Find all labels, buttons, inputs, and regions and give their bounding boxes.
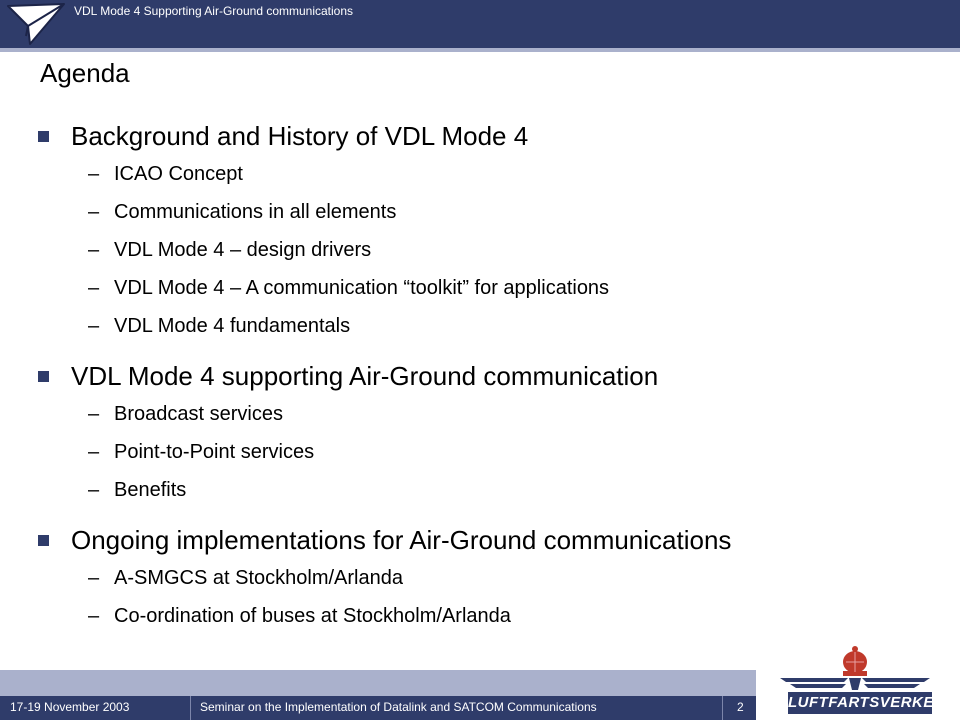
dash-bullet: – — [88, 239, 100, 261]
footer-date: 17-19 November 2003 — [10, 700, 130, 714]
agenda-item-text: Broadcast services — [114, 403, 283, 425]
agenda-item-text: ICAO Concept — [114, 163, 243, 185]
footer-bar — [0, 696, 756, 720]
dash-bullet: – — [88, 315, 100, 337]
dash-bullet: – — [88, 403, 100, 425]
dash-bullet: – — [88, 567, 100, 589]
dash-bullet: – — [88, 479, 100, 501]
footer-stripe — [0, 670, 756, 696]
agenda-item-text: VDL Mode 4 supporting Air-Ground communication — [71, 361, 659, 391]
agenda-item-text: Benefits — [114, 479, 187, 501]
agenda-item-text: VDL Mode 4 fundamentals — [114, 315, 351, 337]
header-title: VDL Mode 4 Supporting Air-Ground communications — [74, 4, 354, 18]
agenda-item-text: VDL Mode 4 – A communication “toolkit” for applications — [114, 277, 610, 299]
footer-seminar: Seminar on the Implementation of Datalink and SATCOM Communications — [200, 700, 597, 714]
square-bullet-icon — [38, 371, 49, 382]
dash-bullet: – — [88, 441, 100, 463]
page-number: 2 — [737, 700, 744, 714]
header-stripe — [0, 48, 960, 52]
agenda-item-text: Co-ordination of buses at Stockholm/Arlanda — [114, 605, 511, 627]
logo-wordmark: LUFTFARTSVERKET — [788, 692, 932, 714]
square-bullet-icon — [38, 535, 49, 546]
agenda-item-text: A-SMGCS at Stockholm/Arlanda — [114, 567, 403, 589]
dash-bullet: – — [88, 163, 100, 185]
paper-plane-icon — [6, 2, 66, 46]
dash-bullet: – — [88, 201, 100, 223]
agenda-item-text: Communications in all elements — [114, 201, 397, 223]
footer-divider — [722, 696, 723, 720]
agenda-item-text: Background and History of VDL Mode 4 — [71, 121, 529, 151]
agenda-item-text: VDL Mode 4 – design drivers — [114, 239, 372, 261]
agenda-item-text: Point-to-Point services — [114, 441, 315, 463]
footer-divider — [190, 696, 191, 720]
agenda-item-text: Ongoing implementations for Air-Ground communications — [71, 525, 732, 555]
dash-bullet: – — [88, 605, 100, 627]
slide-title: Agenda — [40, 58, 130, 88]
dash-bullet: – — [88, 277, 100, 299]
square-bullet-icon — [38, 131, 49, 142]
